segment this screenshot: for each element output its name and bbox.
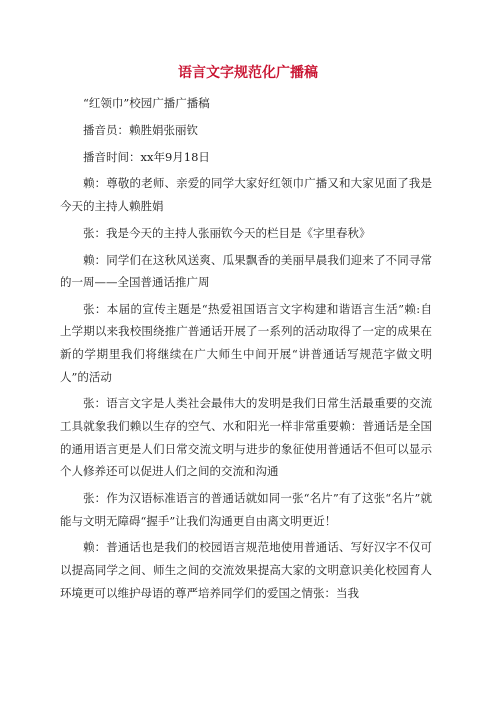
paragraph: 张：本届的宣传主题是“热爱祖国语言文字构建和谐语言生活”赖:自上学期以来我校围绕推广普通话开展了一系列的活动取得了一定的成果在新的学期里我们将继续在广大师生中间开展“讲普通话写规范字做文明人”的活动 [60, 301, 432, 384]
paragraph-announcers: 播音员：赖胜娟张丽钦 [83, 122, 198, 137]
document-title: 语言文字规范化广播稿 [178, 65, 318, 81]
document-body [60, 92, 432, 608]
paragraph: 张：语言文字是人类社会最伟大的发明是我们日常生活最重要的交流工具就象我们赖以生存的空气、水和阳光一样非常重要赖：普通话是全国的通用语言更是人们日常交流文明与进步的象征使用普通话不但可以显示个人修养还可以促进人们之间的交流和沟通 [60, 396, 432, 479]
paragraph: 赖：普通话也是我们的校园语言规范地使用普通话、写好汉字不仅可以提高同学之间、师生之间的交流效果提高大家的文明意识美化校园育人环境更可以维护母语的尊严培养同学们的爱国之情张：当我 [60, 540, 432, 600]
paragraph: 赖：尊敬的老师、亲爱的同学大家好红领巾广播又和大家见面了我是今天的主持人赖胜娟 [60, 176, 432, 213]
paragraph: 赖：同学们在这秋风送爽、瓜果飘香的美丽早晨我们迎来了不同寻常的一周——全国普通话推广周 [60, 252, 432, 290]
paragraph: 张：我是今天的主持人张丽钦今天的栏目是《字里春秋》 [83, 225, 371, 240]
paragraph-broadcast-time: 播音时间：xx年9月18日 [83, 149, 210, 164]
paragraph: 张：作为汉语标准语言的普通话就如同一张“名片”有了这张“名片”就能与文明无障碍“握手”让我们沟通更自由离文明更近！ [60, 491, 432, 528]
paragraph-subtitle: “红领巾”校园广播广播稿 [83, 96, 210, 110]
